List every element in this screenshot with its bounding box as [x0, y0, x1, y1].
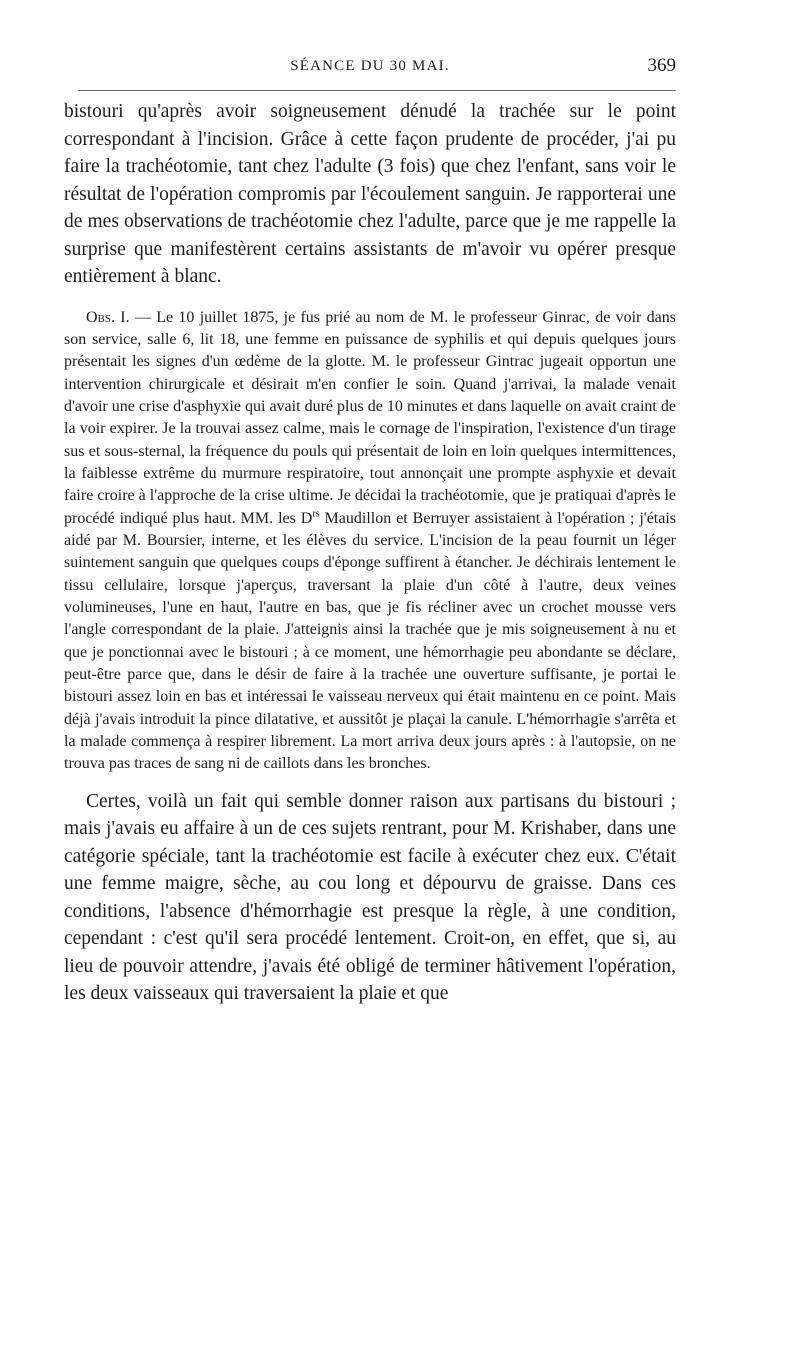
paragraph-continuation: bistouri qu'après avoir soigneusement dénudé la trachée sur le point correspondant à l'incision. Grâce à cette façon prudente de procéder, j'ai pu faire la trachéotomie, tant chez l'adulte (3 fois) que chez l'enfant, sans voir le résultat de l'opération compromis par l'écoulement sanguin. Je rapporterai une de mes observations de trachéotomie chez l'adulte, parce que je me rappelle la surprise que manifestèrent certains assistants de m'avoir vu opérer presque entièrement à blanc.	[64, 101, 676, 287]
running-head	[64, 55, 676, 80]
observation-text-part-2: Maudillon et Berruyer assistaient à l'opération ; j'étais aidé par M. Boursier, interne, et les élèves du service. L'incision de la peau fournit un léger suintement sanguin que quelques coups d'éponge suffirent à étancher. Je déchirais lentement le tissu cellulaire, lorsque j'aperçus, traversant la plaie d'un côté à l'autre, deux veines volumineuses, l'une en haut, l'autre en bas, que je fis récliner avec un crochet mousse vers l'angle correspondant de la plaie. J'atteignis ainsi la trachée que je mis soigneusement à nu et que je ponctionnai avec le bistouri ; à ce moment, une hémorrhagie peu abondante se déclare, peut-être parce que, dans le désir de faire à la trachée une ouverture suffisante, je portai le bistouri assez loin en bas et intéressai le vaisseau nerveux qui était maintenu en ce point. Mais déjà j'avais introduit la pince dilatative, et aussitôt je plaçai la canule. L'hémorrhagie s'arrêta et la malade commença à respirer librement. La mort arriva deux jours après : à l'autopsie, on ne trouva pas traces de sang ni de caillots dans les bronches.	[64, 509, 677, 773]
doctors-abbrev-superscript: rs	[312, 508, 320, 520]
observation-text-part-1: — Le 10 juillet 1875, je fus prié au nom de M. le professeur Ginrac, de voir dans son service, salle 6, lit 18, une femme en puissance de syphilis et qui depuis quelques jours présentait les signes d'un œdème de la glotte. M. le professeur Gintrac jugeait opportun une intervention chirurgicale et désirait m'en confier le soin. Quand j'arrivai, la malade venait d'avoir une crise d'asphyxie qui avait duré plus de 10 minutes et dans laquelle on avait craint de la voir expirer. Je la trouvai assez calme, mais le cornage de l'inspiration, l'existence d'un tirage sus et sous-sternal, la fréquence du pouls qui présentait de loin en loin quelques intermittences, la faiblesse extrême du murmure respiratoire, tout annonçait une prompte asphyxie et devait faire croire à l'approche de la crise ultime. Je décidai la trachéotomie, que je pratiquai d'après le procédé indiqué plus haut. MM. les D	[64, 308, 676, 527]
body-text	[64, 98, 676, 1008]
running-title: SÉANCE DU 30 MAI.	[290, 58, 450, 74]
observation-paragraph	[64, 307, 676, 776]
paragraph-certes: Certes, voilà un fait qui semble donner raison aux partisans du bistouri ; mais j'avais eu affaire à un de ces sujets rentrant, pour M. Krishaber, dans une catégorie spéciale, tant la trachéotomie est facile à exécuter chez eux. C'était une femme maigre, sèche, au cou long et dépourvu de graisse. Dans ces conditions, l'absence d'hémorrhagie est presque la règle, à une condition, cependant : c'est qu'il sera procédé lentement. Croit-on, en effet, que si, au lieu de pouvoir attendre, j'avais été obligé de terminer hâtivement l'opération, les deux vaisseaux qui traversaient la plaie et que	[64, 790, 676, 1005]
page-number: 369	[647, 55, 676, 76]
header-rule	[78, 90, 676, 91]
observation-label: Obs. I.	[86, 308, 130, 326]
